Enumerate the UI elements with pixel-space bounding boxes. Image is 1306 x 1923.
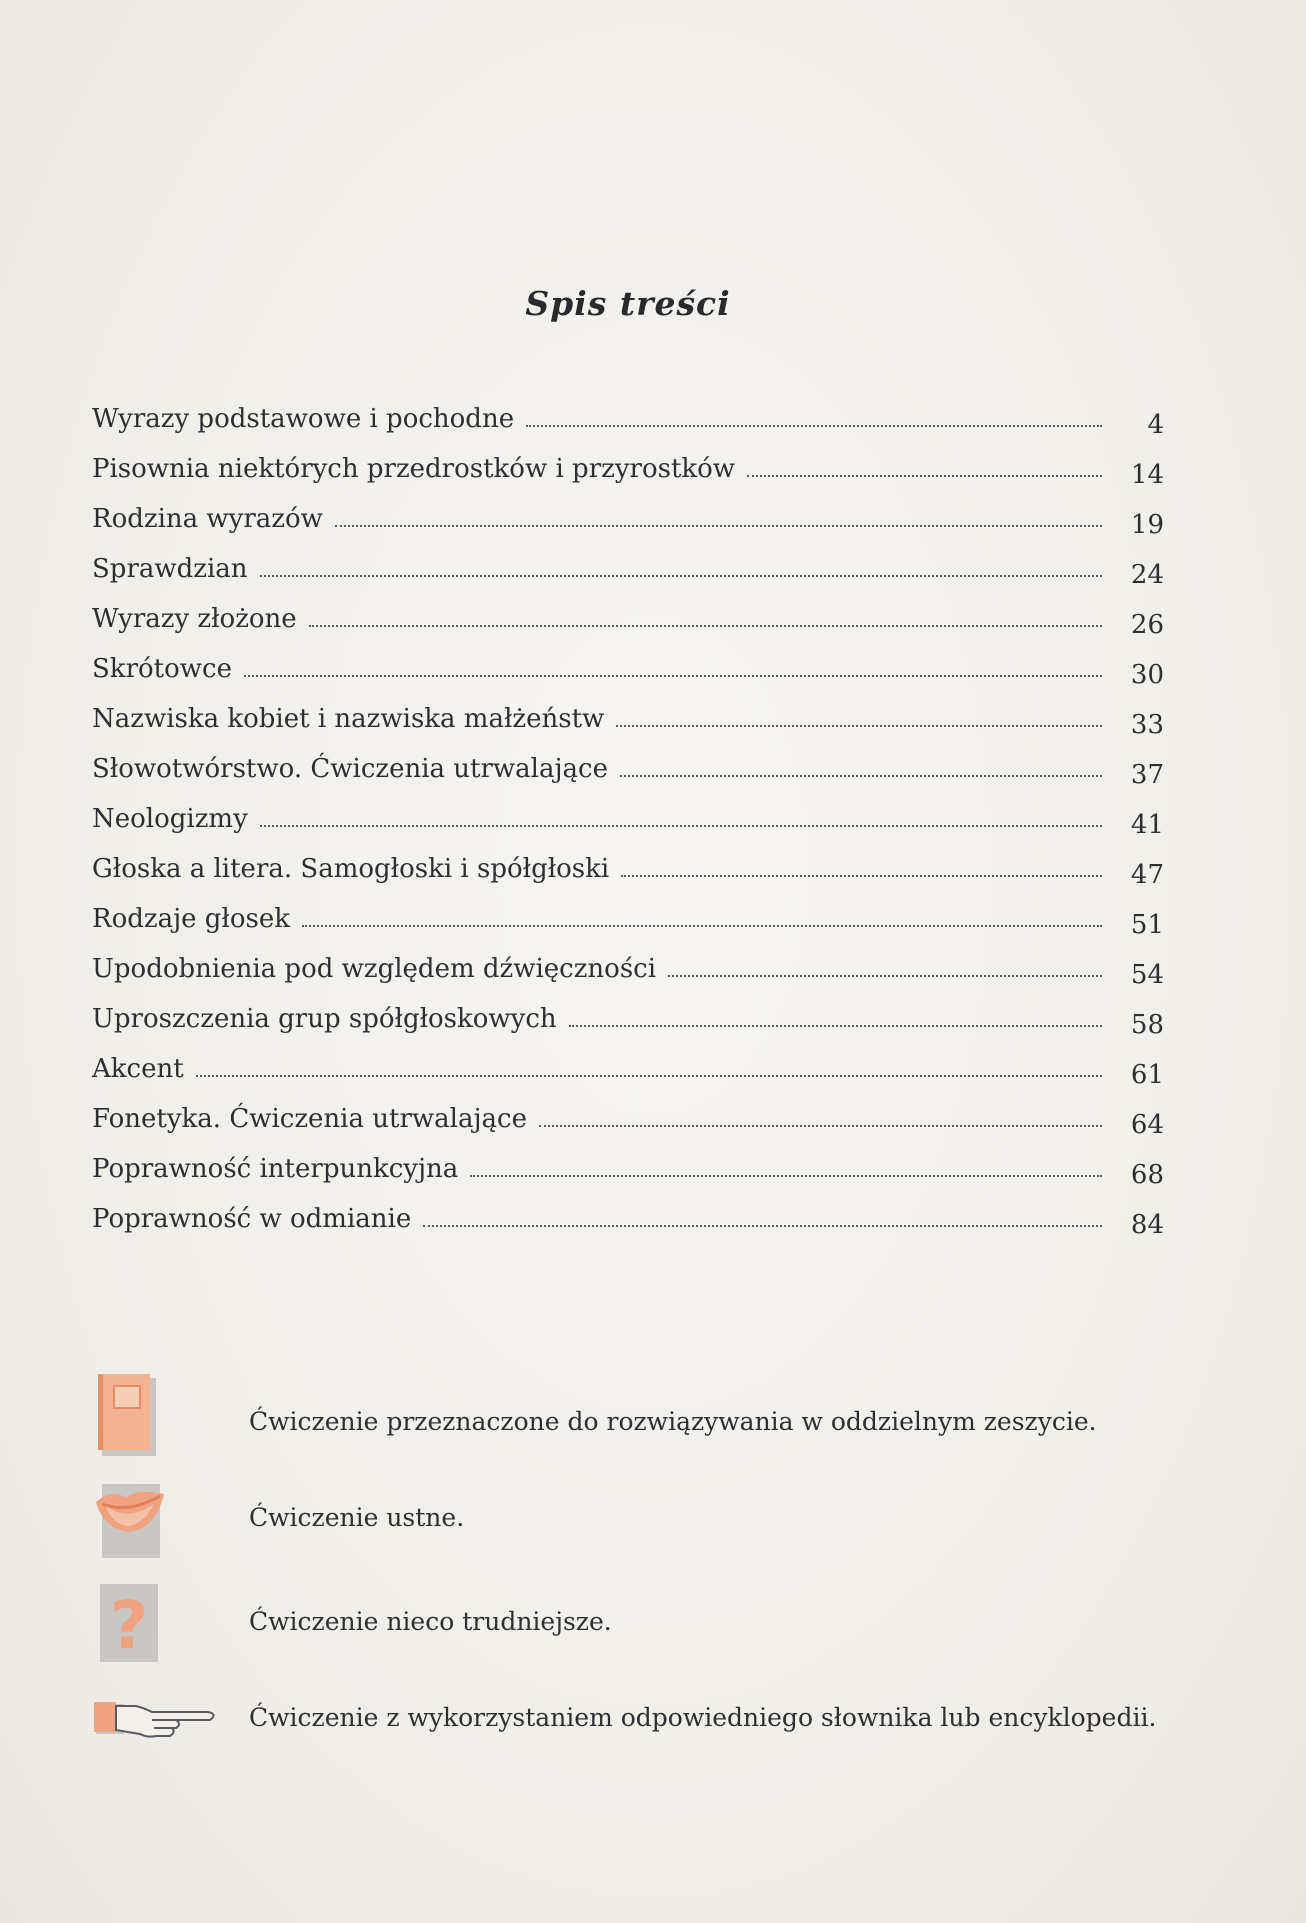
toc-entry-label: Nazwiska kobiet i nazwiska małżeństw <box>92 704 605 734</box>
toc-dot-leader <box>260 825 1102 827</box>
toc-entry-label: Sprawdzian <box>92 554 248 584</box>
toc-entry-page: 64 <box>1130 1110 1164 1140</box>
toc-entry-page: 58 <box>1130 1010 1164 1040</box>
toc-dot-leader <box>620 775 1102 777</box>
toc-entry-label: Poprawność w odmianie <box>92 1204 412 1234</box>
toc-entry-page: 26 <box>1130 610 1164 640</box>
legend-text: Ćwiczenie z wykorzystaniem odpowiedniego słownika lub encyklopedii. <box>249 1703 1157 1732</box>
toc-entry <box>92 1186 1164 1240</box>
toc-entry-label: Rodzaje głosek <box>92 904 290 934</box>
toc-entry-label: Neologizmy <box>92 804 248 834</box>
toc-entry-label: Uproszczenia grup spółgłoskowych <box>92 1004 557 1034</box>
toc-entry <box>92 886 1164 940</box>
toc-dot-leader <box>539 1125 1102 1127</box>
toc-dot-leader <box>244 675 1102 677</box>
table-of-contents <box>92 386 1164 1240</box>
toc-entry <box>92 1086 1164 1140</box>
toc-dot-leader <box>196 1075 1102 1077</box>
legend-text: Ćwiczenie nieco trudniejsze. <box>249 1607 612 1636</box>
legend-item-notebook <box>92 1370 1192 1460</box>
toc-dot-leader <box>309 625 1102 627</box>
toc-dot-leader <box>335 525 1102 527</box>
toc-entry <box>92 636 1164 690</box>
toc-entry <box>92 486 1164 540</box>
toc-dot-leader <box>621 875 1102 877</box>
toc-entry-label: Skrótowce <box>92 654 232 684</box>
toc-dot-leader <box>302 925 1102 927</box>
toc-entry <box>92 936 1164 990</box>
toc-dot-leader <box>423 1225 1102 1227</box>
pointing-hand-icon <box>92 1698 222 1748</box>
toc-entry-label: Głoska a litera. Samogłoski i spółgłoski <box>92 854 610 884</box>
toc-dot-leader <box>616 725 1102 727</box>
toc-entry <box>92 836 1164 890</box>
toc-entry-page: 24 <box>1130 560 1164 590</box>
toc-entry-page: 14 <box>1130 460 1164 490</box>
toc-entry-page: 84 <box>1130 1210 1164 1240</box>
toc-entry-label: Wyrazy podstawowe i pochodne <box>92 404 515 434</box>
toc-entry-page: 41 <box>1130 810 1164 840</box>
toc-dot-leader <box>526 425 1102 427</box>
toc-entry <box>92 786 1164 840</box>
toc-dot-leader <box>668 975 1102 977</box>
toc-entry-page: 33 <box>1130 710 1164 740</box>
legend-item-lips <box>92 1478 1192 1568</box>
toc-dot-leader <box>569 1025 1102 1027</box>
toc-entry-page: 51 <box>1130 910 1164 940</box>
toc-entry-label: Słowotwórstwo. Ćwiczenia utrwalające <box>92 754 609 784</box>
toc-entry-page: 4 <box>1147 410 1164 440</box>
lips-icon <box>92 1478 172 1558</box>
toc-dot-leader <box>260 575 1102 577</box>
toc-entry <box>92 1136 1164 1190</box>
toc-entry <box>92 536 1164 590</box>
toc-entry-label: Upodobnienia pod względem dźwięczności <box>92 954 657 984</box>
toc-entry <box>92 686 1164 740</box>
toc-entry-page: 37 <box>1130 760 1164 790</box>
toc-entry-page: 61 <box>1130 1060 1164 1090</box>
notebook-icon <box>92 1370 162 1460</box>
toc-entry-page: 47 <box>1130 860 1164 890</box>
toc-entry-page: 30 <box>1130 660 1164 690</box>
toc-dot-leader <box>470 1175 1102 1177</box>
toc-entry <box>92 736 1164 790</box>
toc-entry-label: Wyrazy złożone <box>92 604 297 634</box>
toc-entry-label: Pisownia niektórych przedrostków i przyrostków <box>92 454 736 484</box>
toc-entry <box>92 586 1164 640</box>
toc-entry <box>92 1036 1164 1090</box>
toc-entry-page: 68 <box>1130 1160 1164 1190</box>
toc-entry-label: Akcent <box>92 1054 184 1084</box>
toc-dot-leader <box>747 475 1102 477</box>
legend-item-question <box>92 1584 1192 1674</box>
toc-entry <box>92 436 1164 490</box>
toc-entry-page: 19 <box>1130 510 1164 540</box>
toc-entry <box>92 986 1164 1040</box>
question-mark-icon <box>92 1584 162 1664</box>
toc-entry-label: Fonetyka. Ćwiczenia utrwalające <box>92 1104 527 1134</box>
svg-text:?: ? <box>109 1587 149 1664</box>
toc-entry-label: Rodzina wyrazów <box>92 504 323 534</box>
toc-entry-page: 54 <box>1130 960 1164 990</box>
legend-text: Ćwiczenie przeznaczone do rozwiązywania w oddzielnym zeszycie. <box>249 1407 1097 1436</box>
legend-text: Ćwiczenie ustne. <box>249 1503 465 1532</box>
legend-item-dictionary <box>92 1698 1192 1788</box>
toc-entry-label: Poprawność interpunkcyjna <box>92 1154 459 1184</box>
page-title: Spis treści <box>525 284 731 323</box>
toc-entry <box>92 386 1164 440</box>
